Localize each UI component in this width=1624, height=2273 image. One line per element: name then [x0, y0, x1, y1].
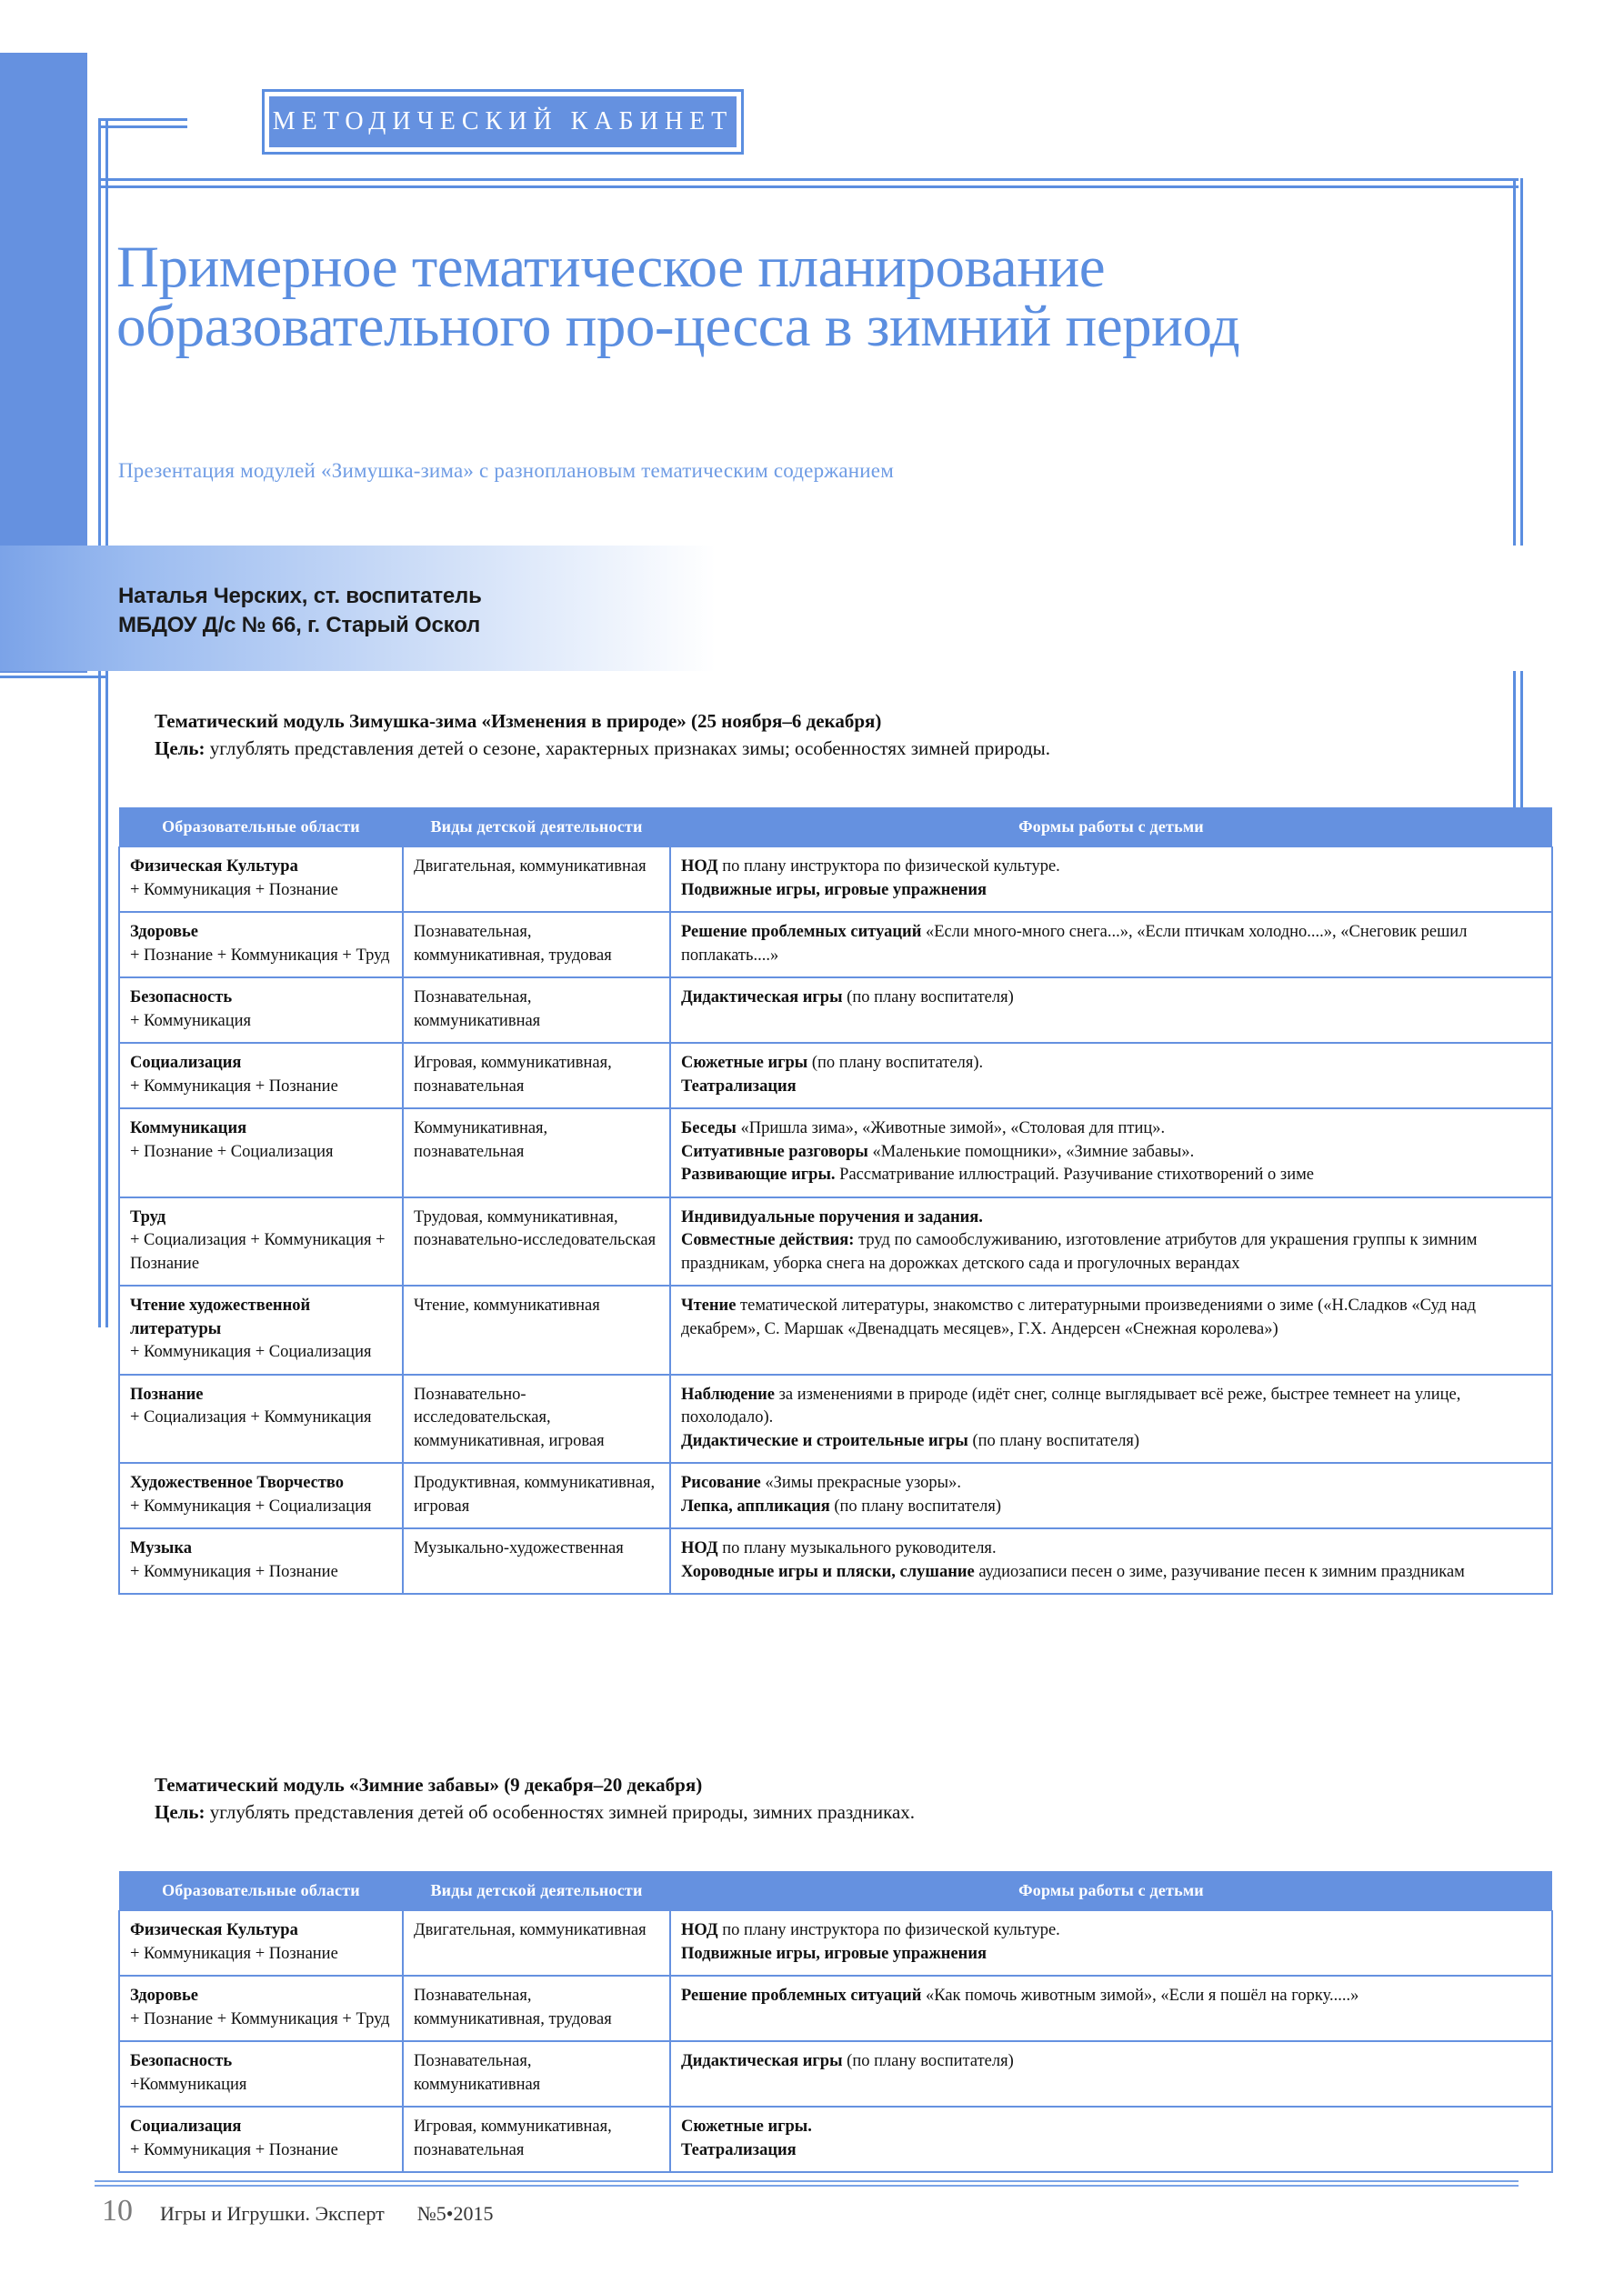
- module-goal: [155, 1801, 915, 1823]
- cell-work-forms: Решение проблемных ситуаций «Если много-много снега...», «Если птичкам холодно....», «Снеговик решил поплакать....»: [670, 912, 1552, 977]
- educational-area-name: Художественное Творчество: [130, 1474, 345, 1493]
- cell-educational-area: [119, 977, 403, 1043]
- educational-area-additions: + Социализация + Коммуникация: [130, 1408, 372, 1427]
- frame-rule-under-badge-outer: [98, 178, 1519, 181]
- frame-rule-left-outer: [98, 118, 101, 1327]
- cell-educational-area: [119, 1976, 403, 2041]
- cell-work-forms: НОД по плану инструктора по физической культуре. Подвижные игры, игровые упражнения: [670, 847, 1552, 913]
- author-name: Наталья Черских, ст. воспитатель: [118, 584, 482, 608]
- page-title: Примерное тематическое планирование образовательного про-цесса в зимний период: [116, 234, 1240, 359]
- author-block: [118, 582, 482, 640]
- cell-activity-types: Познавательная, коммуникативная: [403, 977, 670, 1043]
- cell-activity-types: Познавательная, коммуникативная, трудовая: [403, 912, 670, 977]
- cell-activity-types: Двигательная, коммуникативная: [403, 1911, 670, 1977]
- cell-work-forms: Чтение тематической литературы, знакомство с литературными произведениями о зиме («Н.Сладков «Суд над декабрем», С. Маршак «Двенадцать месяцев», Г.Х. Андерсен «Снежная королева»): [670, 1286, 1552, 1375]
- table-row: [119, 1108, 1552, 1197]
- cell-educational-area: [119, 1286, 403, 1375]
- table-row: [119, 1911, 1552, 1977]
- educational-area-name: Социализация: [130, 1054, 242, 1073]
- cell-activity-types: Познавательно-исследовательская, коммуникативная, игровая: [403, 1375, 670, 1464]
- section-badge: [262, 89, 744, 155]
- cell-educational-area: [119, 1043, 403, 1108]
- cell-activity-types: Двигательная, коммуникативная: [403, 847, 670, 913]
- table-row: [119, 1197, 1552, 1287]
- educational-area-additions: + Познание + Коммуникация + Труд: [130, 2009, 390, 2028]
- section-badge-label: МЕТОДИЧЕСКИЙ КАБИНЕТ: [267, 95, 738, 149]
- footer-page-number: 10: [102, 2194, 133, 2228]
- cell-educational-area: [119, 912, 403, 977]
- frame-rule-under-badge-inner: [98, 185, 1519, 188]
- column-header: Образовательные области: [119, 1871, 403, 1911]
- table-row: [119, 1528, 1552, 1594]
- page-subtitle: Презентация модулей «Зимушка-зима» с разноплановым тематическим содержанием: [118, 459, 894, 482]
- educational-area-name: Безопасность: [130, 2052, 233, 2071]
- module-heading: [155, 1771, 1519, 1827]
- column-header: Виды детской деятельности: [403, 1871, 670, 1911]
- column-header: Формы работы с детьми: [670, 1871, 1552, 1911]
- educational-area-name: Здоровье: [130, 923, 198, 942]
- cell-work-forms: Сюжетные игры (по плану воспитателя). Театрализация: [670, 1043, 1552, 1108]
- frame-rule-left-inner: [105, 118, 108, 1327]
- cell-activity-types: Игровая, коммуникативная, познавательная: [403, 1043, 670, 1108]
- cell-activity-types: Познавательная, коммуникативная, трудовая: [403, 1976, 670, 2041]
- educational-area-additions: + Коммуникация + Социализация: [130, 1343, 372, 1362]
- educational-area-name: Коммуникация: [130, 1119, 247, 1138]
- cell-work-forms: Индивидуальные поручения и задания. Совместные действия: труд по самообслуживанию, изготовление атрибутов для украшения группы к зимним праздникам, уборка снега на дорожках детского сада и прогулочных верандах: [670, 1197, 1552, 1287]
- author-organization: МБДОУ Д/с № 66, г. Старый Оскол: [118, 612, 481, 637]
- column-header: Образовательные области: [119, 807, 403, 847]
- planning-table: [118, 1871, 1553, 2173]
- table-row: [119, 847, 1552, 913]
- module-heading: [155, 707, 1519, 763]
- cell-activity-types: Музыкально-художественная: [403, 1528, 670, 1594]
- cell-work-forms: Наблюдение за изменениями в природе (идёт снег, солнце выглядывает всё реже, быстрее темнеет на улице, похолодало). Дидактические и строительные игры (по плану воспитателя): [670, 1375, 1552, 1464]
- frame-rule-top-outer: [98, 118, 187, 121]
- module-goal: [155, 737, 1050, 759]
- cell-activity-types: Трудовая, коммуникативная, познавательно-исследовательская: [403, 1197, 670, 1287]
- cell-educational-area: [119, 1197, 403, 1287]
- cell-work-forms: НОД по плану инструктора по физической культуре. Подвижные игры, игровые упражнения: [670, 1911, 1552, 1977]
- cell-educational-area: [119, 847, 403, 913]
- educational-area-name: Чтение художественной литературы: [130, 1297, 311, 1338]
- footer-magazine-name: Игры и Игрушки. Эксперт: [160, 2202, 385, 2225]
- module-title: Тематический модуль «Зимние забавы» (9 декабря–20 декабря): [155, 1774, 703, 1796]
- column-header: Формы работы с детьми: [670, 807, 1552, 847]
- cell-work-forms: НОД по плану музыкального руководителя. Хороводные игры и пляски, слушание аудиозаписи песен о зиме, разучивание песен к зимним праздникам: [670, 1528, 1552, 1594]
- footer-rule-bottom: [95, 2185, 1519, 2187]
- cell-activity-types: Чтение, коммуникативная: [403, 1286, 670, 1375]
- module-goal-label: Цель:: [155, 737, 206, 760]
- planning-table: [118, 807, 1553, 1595]
- educational-area-additions: + Коммуникация + Познание: [130, 2140, 338, 2159]
- educational-area-additions: + Коммуникация + Познание: [130, 1944, 338, 1963]
- educational-area-name: Музыка: [130, 1539, 192, 1558]
- table-row: [119, 977, 1552, 1043]
- educational-area-additions: +Коммуникация: [130, 2075, 247, 2094]
- module-title: Тематический модуль Зимушка-зима «Изменения в природе» (25 ноября–6 декабря): [155, 710, 882, 732]
- frame-rule-top-inner: [98, 125, 187, 128]
- educational-area-additions: + Коммуникация + Познание: [130, 1076, 338, 1096]
- table-row: [119, 2041, 1552, 2107]
- table-header-row: [119, 807, 1552, 847]
- footer-issue-number: №5•2015: [416, 2202, 494, 2225]
- cell-work-forms: Дидактическая игры (по плану воспитателя): [670, 977, 1552, 1043]
- cell-work-forms: Беседы «Пришла зима», «Животные зимой», «Столовая для птиц». Ситуативные разговоры «Маленькие помощники», «Зимние забавы». Развивающие игры. Рассматривание иллюстраций. Разучивание стихотворений о зиме: [670, 1108, 1552, 1197]
- cell-educational-area: [119, 1463, 403, 1528]
- cell-activity-types: Игровая, коммуникативная, познавательная: [403, 2107, 670, 2172]
- cell-educational-area: [119, 1911, 403, 1977]
- educational-area-name: Труд: [130, 1207, 166, 1227]
- table-row: [119, 912, 1552, 977]
- module-goal-label: Цель:: [155, 1801, 206, 1824]
- cell-activity-types: Продуктивная, коммуникативная, игровая: [403, 1463, 670, 1528]
- table-row: [119, 1463, 1552, 1528]
- educational-area-name: Познание: [130, 1385, 204, 1404]
- cell-educational-area: [119, 1528, 403, 1594]
- educational-area-additions: + Коммуникация + Социализация: [130, 1497, 372, 1516]
- educational-area-additions: + Коммуникация + Познание: [130, 1562, 338, 1581]
- table-row: [119, 2107, 1552, 2172]
- cell-educational-area: [119, 1108, 403, 1197]
- educational-area-name: Здоровье: [130, 1987, 198, 2006]
- cell-activity-types: Коммуникативная, познавательная: [403, 1108, 670, 1197]
- frame-rule-bottom-inner: [0, 676, 108, 678]
- educational-area-additions: + Коммуникация: [130, 1011, 252, 1030]
- table-row: [119, 1976, 1552, 2041]
- cell-educational-area: [119, 2041, 403, 2107]
- table-row: [119, 1375, 1552, 1464]
- educational-area-additions: + Коммуникация + Познание: [130, 880, 338, 899]
- educational-area-name: Физическая Культура: [130, 857, 298, 876]
- educational-area-additions: + Познание + Коммуникация + Труд: [130, 946, 390, 965]
- module-goal-text: углублять представления детей о сезоне, характерных признаках зимы; особенностях зимней природы.: [205, 737, 1051, 760]
- cell-work-forms: Сюжетные игры. Театрализация: [670, 2107, 1552, 2172]
- educational-area-name: Физическая Культура: [130, 1921, 298, 1939]
- educational-area-additions: + Социализация + Коммуникация + Познание: [130, 1231, 386, 1273]
- cell-educational-area: [119, 2107, 403, 2172]
- cell-activity-types: Познавательная, коммуникативная: [403, 2041, 670, 2107]
- column-header: Виды детской деятельности: [403, 807, 670, 847]
- table-row: [119, 1286, 1552, 1375]
- footer-rule-top: [95, 2180, 1519, 2182]
- cell-work-forms: Дидактическая игры (по плану воспитателя): [670, 2041, 1552, 2107]
- cell-work-forms: Решение проблемных ситуаций «Как помочь животным зимой», «Если я пошёл на горку.....»: [670, 1976, 1552, 2041]
- educational-area-name: Социализация: [130, 2118, 242, 2137]
- cell-educational-area: [119, 1375, 403, 1464]
- table-header-row: [119, 1871, 1552, 1911]
- cell-work-forms: Рисование «Зимы прекрасные узоры». Лепка, аппликация (по плану воспитателя): [670, 1463, 1552, 1528]
- educational-area-additions: + Познание + Социализация: [130, 1142, 334, 1161]
- page-footer: [102, 2194, 493, 2228]
- table-row: [119, 1043, 1552, 1108]
- educational-area-name: Безопасность: [130, 988, 233, 1007]
- module-goal-text: углублять представления детей об особенностях зимней природы, зимних праздниках.: [205, 1801, 916, 1824]
